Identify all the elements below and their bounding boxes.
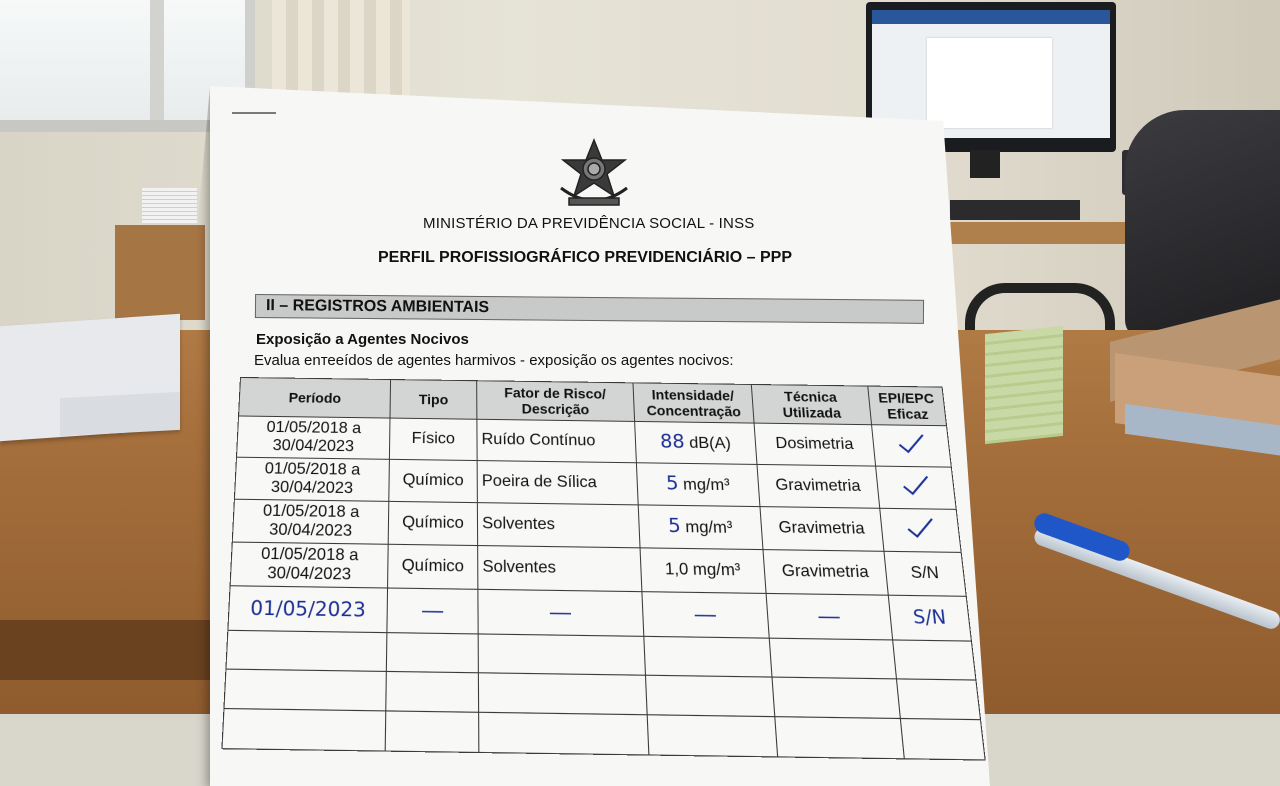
paper-stack-back	[142, 188, 197, 223]
empty-cell	[478, 634, 645, 675]
cell-tipo: Químico	[388, 544, 478, 589]
header-fator: Fator de Risco/ Descrição	[477, 381, 635, 422]
cell-periodo: 01/05/2018 a 30/04/2023	[237, 416, 390, 459]
chair-armrest	[965, 283, 1115, 333]
cell-tecnica: Gravimetria	[763, 550, 888, 596]
handwritten-value: 88	[659, 430, 686, 453]
coat-of-arms-icon	[555, 138, 633, 210]
checkmark-icon	[896, 432, 927, 455]
cell-intensidade: 5 mg/m³	[638, 505, 763, 550]
empty-cell	[900, 718, 985, 760]
subsection-description: Evalua enтеeídos de agentes harmivos - exposição os agentes nocivos:	[254, 352, 734, 369]
cell-fator: Solventes	[478, 546, 642, 592]
handwritten-value: 5	[667, 514, 682, 538]
header-tecnica: Técnica Utilizada	[751, 384, 871, 424]
ministry-header: MINISTÉRIO DA PREVIDÊNCIA SOCIAL - INSS	[423, 215, 755, 232]
cell-tipo: Químico	[388, 501, 477, 545]
empty-cell	[644, 636, 772, 677]
cell-tipo-handwritten: —	[387, 588, 478, 634]
keyboard	[950, 200, 1080, 220]
cell-epi-handwritten: S/N	[888, 595, 971, 641]
empty-cell	[772, 677, 900, 718]
papers-left-lower	[60, 392, 180, 436]
empty-cell	[647, 715, 777, 757]
empty-cell	[775, 717, 905, 759]
header-periodo: Período	[239, 377, 391, 418]
monitor-stand	[970, 150, 1000, 178]
empty-cell	[478, 673, 647, 715]
cell-tecnica: Gravimetria	[760, 507, 884, 552]
cell-periodo: 01/05/2018 a 30/04/2023	[230, 542, 388, 588]
empty-cell	[224, 669, 386, 711]
checkmark-icon	[900, 474, 931, 497]
cell-tecnica: Gravimetria	[757, 464, 880, 508]
header-epi: EPI/EPC Eficaz	[868, 386, 947, 426]
cell-intensidade-handwritten: —	[642, 592, 769, 639]
header-intensidade: Intensidade/ Concentração	[633, 383, 754, 423]
window-mullion	[150, 0, 164, 120]
cell-tecnica: Dosimetria	[754, 423, 876, 466]
document-title: PERFIL PROFISSIOGRÁFICO PREVIDENCIÁRIO – PPP	[378, 249, 792, 266]
monitor-screen	[872, 10, 1110, 138]
green-file-stack	[985, 326, 1063, 444]
cell-epi	[880, 508, 961, 552]
exposure-table	[221, 377, 985, 761]
cell-fator: Solventes	[477, 503, 640, 548]
back-desk-left	[115, 225, 205, 320]
empty-cell	[222, 709, 386, 752]
cell-intensidade: 5 mg/m³	[636, 463, 760, 507]
cell-tipo: Químico	[389, 459, 478, 502]
cell-epi	[872, 425, 952, 467]
empty-cell	[226, 630, 387, 671]
folder-stack	[1105, 320, 1280, 470]
desk-edge	[0, 620, 230, 680]
cell-periodo: 01/05/2018 a 30/04/2023	[234, 457, 389, 501]
cell-fator: Ruído Contínuo	[477, 419, 637, 462]
empty-cell	[769, 638, 896, 679]
header-tipo: Tipo	[390, 380, 477, 420]
staple-mark	[232, 112, 276, 114]
exposure-table-wrapper	[221, 377, 984, 761]
empty-cell	[479, 712, 649, 755]
empty-cell	[645, 675, 774, 716]
empty-cell	[386, 671, 479, 712]
subsection-title: Exposição a Agentes Nocivos	[256, 331, 469, 348]
empty-cell	[385, 711, 479, 753]
checkmark-icon	[904, 516, 936, 539]
cell-fator-handwritten: —	[478, 589, 644, 636]
cell-intensidade: 1,0 mg/m³	[640, 548, 766, 594]
cell-periodo-handwritten: 01/05/2023	[228, 586, 388, 633]
cell-epi	[876, 466, 957, 509]
section-title: II – REGISTROS AMBIENTAIS	[265, 297, 490, 317]
handwritten-value: 5	[665, 471, 680, 495]
cell-intensidade: 88 dB(A)	[635, 421, 757, 464]
cell-epi: S/N	[884, 551, 966, 596]
cell-tipo: Físico	[389, 418, 477, 460]
cell-periodo: 01/05/2018 a 30/04/2023	[232, 499, 389, 544]
empty-cell	[893, 640, 976, 680]
cell-fator: Poeira de Sílica	[477, 461, 638, 505]
empty-cell	[386, 633, 478, 673]
cell-tecnica-handwritten: —	[766, 593, 893, 640]
